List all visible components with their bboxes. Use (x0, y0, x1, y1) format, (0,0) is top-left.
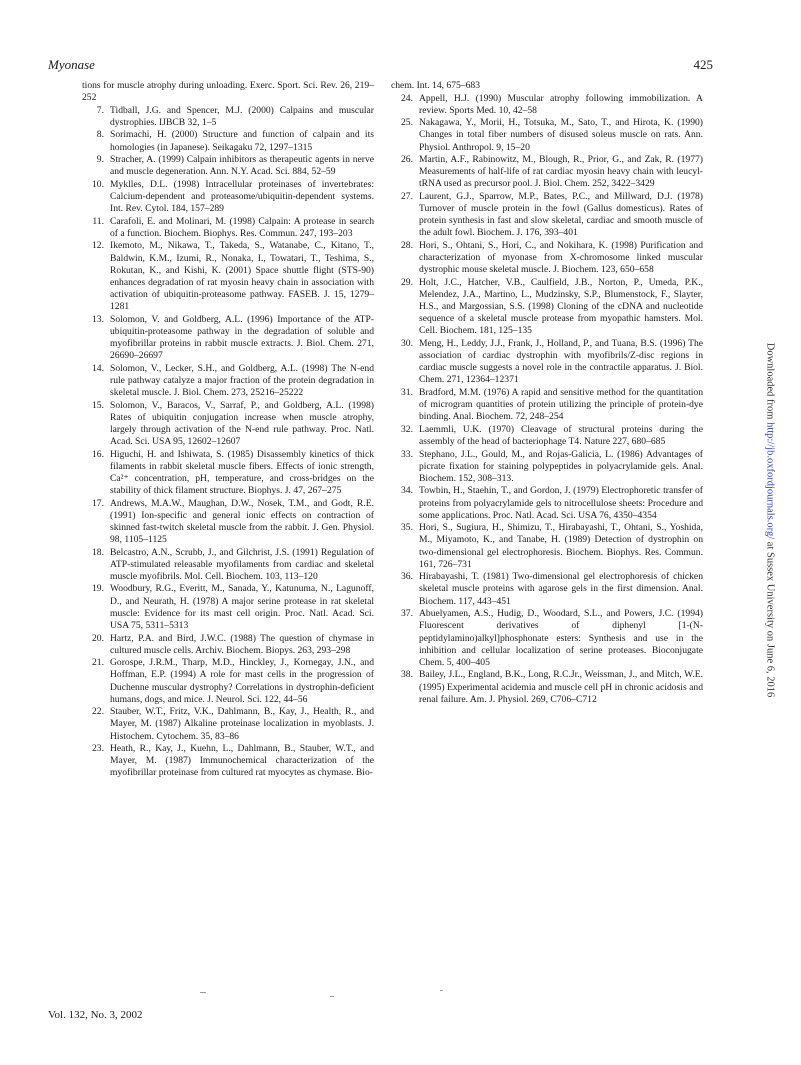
reference-entry (82, 743, 374, 779)
reference-entry (82, 583, 374, 632)
reference-text: Meng, H., Leddy, J.J., Frank, J., Holland, P., and Tuana, B.S. (1996) The association of cardiac dystrophin with myofibrils/Z-disc regions in cardiac muscle suggests a novel role in the contractile apparatus. J. Biol. Chem. 271, 12364–12371 (419, 338, 703, 386)
reference-entry (82, 129, 374, 153)
scan-mark (440, 990, 443, 991)
reference-number: 23. (92, 743, 104, 755)
reference-number: 26. (401, 154, 413, 166)
reference-entry (391, 277, 703, 338)
reference-number: 32. (401, 423, 413, 435)
reference-number: 20. (92, 632, 104, 644)
reference-number: 38. (401, 669, 413, 681)
reference-text: Laurent, G.J., Sparrow, M.P., Bates, P.C., and Millward, D.J. (1978) Turnover of muscle protein in the fowl (Gallus domesticus). Rates of protein synthesis in fast and slow skeletal, cardiac and smooth muscle of the adult fowl. Biochem. J. 176, 393–401 (419, 190, 703, 239)
reference-text: Solomon, V., Baracos, V., Sarraf, P., and Goldberg, A.L. (1998) Rates of ubiquitin conjugation increase when muscle atrophy, largely through activation of the N-end rule pathway. Proc. Natl. Acad. Sci. USA 95, 12602–12607 (110, 399, 374, 448)
reference-number: 34. (401, 485, 413, 497)
reference-text: Carafoli, E. and Molinari, M. (1998) Calpain: A protease in search of a function. Biochem. Biophys. Res. Commun. 247, 193–203 (110, 215, 374, 239)
reference-text: Stauber, W.T., Fritz, V.K., Dahlmann, B., Kay, J., Health, R., and Mayer, M. (1987) Alkaline proteinase localization in myoblasts. J. Histochem. Cytochem. 35, 83–86 (110, 706, 374, 742)
reference-number: 37. (401, 608, 413, 620)
reference-entry (82, 657, 374, 706)
reference-text: Laemmli, U.K. (1970) Cleavage of structural proteins during the assembly of the head of bacteriophage T4. Nature 227, 680–685 (419, 423, 703, 448)
reference-text: chem. Int. 14, 675–683 (391, 80, 480, 91)
reference-text: Bailey, J.L., England, B.K., Long, R.C.Jr., Weissman, J., and Mitch, W.E. (1995) Experimental acidemia and muscle cell pH in chronic acidosis and renal failure. Am. J. Physiol. 269, C706–C712 (419, 669, 703, 705)
reference-entry (391, 191, 703, 240)
reference-number: 9. (96, 154, 104, 166)
reference-text: Higuchi, H. and Ishiwata, S. (1985) Disassembly kinetics of thick filaments in rabbit skeletal muscle fibers. Effects of ionic strength, Ca²⁺ concentration, pH, temperature, and cross-bridges on the stability of thick filament structure. Biophys. J. 47, 267–275 (110, 448, 374, 497)
reference-text: Hori, S., Ohtani, S., Hori, C., and Nokihara, K. (1998) Purification and characterization of myonase from X-chromosome linked muscular dystrophic mouse skeletal muscle. J. Biochem. 123, 650–658 (419, 239, 703, 276)
reference-number: 30. (401, 338, 413, 350)
reference-entry (82, 363, 374, 399)
reference-entry (82, 400, 374, 449)
reference-number: 19. (92, 583, 104, 595)
running-title: Myonase (48, 57, 95, 72)
reference-number: 35. (401, 522, 413, 534)
download-prefix: Downloaded from (764, 342, 776, 423)
reference-number: 7. (96, 104, 104, 116)
reference-number: 27. (401, 190, 413, 202)
reference-text: Hartz, P.A. and Bird, J.W.C. (1988) The question of chymase in cultured muscle cells. Archiv. Biochem. Biopys. 263, 293–298 (110, 632, 374, 656)
reference-number: 24. (401, 92, 413, 104)
reference-entry (82, 706, 374, 742)
reference-number: 21. (92, 657, 104, 669)
page-number: 425 (693, 57, 713, 72)
reference-entry (391, 571, 703, 607)
reference-text: Solomon, V., Lecker, S.H., and Goldberg, A.L. (1998) The N-end rule pathway catalyze a major fraction of the protein degradation in skeletal muscle. J. Biol. Chem. 273, 25216–25222 (110, 362, 374, 399)
reference-text: Andrews, M.A.W., Maughan, D.W., Nosek, T.M., and Godt, R.E. (1991) Ion-specific and general ionic effects on contraction of skinned fast-twitch skeletal muscle from the rabbit. J. Gen. Physiol. 98, 1105–1125 (110, 497, 374, 546)
reference-entry (391, 522, 703, 571)
reference-text: Myklles, D.L. (1998) Intracellular proteinases of invertebrates: Calcium-dependent and proteasome/ubiquitin-dependent systems. Int. Rev. Cytol. 184, 157–289 (110, 178, 374, 215)
reference-entry (82, 179, 374, 215)
reference-entry (82, 449, 374, 498)
references-left-column (82, 80, 374, 780)
reference-entry (82, 154, 374, 178)
reference-text: Sorimachi, H. (2000) Structure and function of calpain and its homologies (in Japanese). Seikagaku 72, 1297–1315 (110, 129, 374, 153)
reference-entry (82, 240, 374, 313)
reference-text: Stephano, J.L., Gould, M., and Rojas-Galicia, L. (1986) Advantages of picrate fixation for staining polypeptides in polyacrylamide gels. Anal. Biochem. 152, 308–313. (419, 448, 703, 484)
reference-number: 18. (92, 546, 104, 558)
reference-entry (391, 608, 703, 669)
reference-text: tions for muscle atrophy during unloading. Exerc. Sport. Sci. Rev. 26, 219–252 (82, 80, 374, 104)
reference-number: 17. (92, 497, 104, 509)
reference-text: Belcastro, A.N., Scrubb, J., and Gilchrist, J.S. (1991) Regulation of ATP-stimulated releasable myofilaments from cardiac and skeletal muscle myofibrils. Mol. Cell. Biochem. 103, 113–120 (110, 546, 374, 582)
reference-text: Nakagawa, Y., Morii, H., Totsuka, M., Sato, T., and Hirota, K. (1990) Changes in total fiber numbers of disused soleus muscle on rats. Ann. Physiol. Anthropol. 9, 15–20 (419, 117, 703, 153)
reference-entry (391, 338, 703, 387)
reference-continuation (391, 80, 703, 92)
reference-entry (391, 449, 703, 485)
reference-text: Solomon, V. and Goldberg, A.L. (1996) Importance of the ATP-ubiquitin-proteasome pathway in the degradation of soluble and myofibrillar proteins in rabbit muscle extracts. J. Biol. Chem. 271, 26690–26697 (110, 313, 374, 362)
reference-number: 16. (92, 448, 104, 460)
reference-number: 33. (401, 448, 413, 460)
reference-number: 31. (401, 387, 413, 399)
scan-mark (330, 996, 334, 997)
reference-number: 10. (92, 178, 104, 190)
reference-text: Hirabayashi, T. (1981) Two-dimensional gel electrophoresis of chicken skeletal muscle proteins with agarose gels in the first dimension. Anal. Biochem. 117, 443–451 (419, 571, 703, 607)
download-link[interactable]: http://jb.oxfordjournals.org/ (764, 422, 776, 540)
reference-text: Ikemoto, M., Nikawa, T., Takeda, S., Watanabe, C., Kitano, T., Baldwin, K.M., Izumi, R., Nonaka, I., Towatari, T., Teshima, S., Rokutan, K., and Kishi, K. (2001) Space shuttle flight (STS-90) enhances degradation of rat myosin heavy chain in association with activation of ubiquitin-proteasome pathway. FASEB. J. 15, 1279–1281 (110, 240, 374, 313)
reference-text: Hori, S., Sugiura, H., Shimizu, T., Hirabayashi, T., Ohtani, S., Yoshida, M., Miyamoto, K., and Tanabe, H. (1989) Detection of dystrophin on two-dimensional gel electrophoresis. Biochem. Biophys. Res. Commun. 161, 726–731 (419, 522, 703, 570)
volume-footer: Vol. 132, No. 3, 2002 (48, 1009, 143, 1021)
reference-entry (391, 387, 703, 423)
references-right-column (391, 80, 703, 706)
reference-text: Towbin, H., Staehin, T., and Gordon, J. (1979) Electrophoretic transfer of proteins from polyacrylamide gels to nitrocellulose sheets: Procedure and some applications. Proc. Natl. Acad. Sci. USA 76, 4350–4354 (419, 485, 703, 521)
reference-entry (82, 314, 374, 363)
reference-text: Heath, R., Kay, J., Kuehn, L., Dahlmann, B., Stauber, W.T., and Mayer, M. (1987) Immunochemical characterization of the myofibrillar proteinase from cultured rat myocytes as chymase. Bio- (110, 743, 374, 779)
reference-entry (391, 240, 703, 276)
reference-text: Appell, H.J. (1990) Muscular atrophy following immobilization. A review. Sports Med. 10, 42–58 (419, 92, 703, 116)
reference-text: Martin, A.F., Rabinowitz, M., Blough, R., Prior, G., and Zak, R. (1977) Measurements of half-life of rat cardiac myosin heavy chain with leucyl-tRNA used as precursor pool. J. Biol. Chem. 252, 3422–3429 (419, 154, 703, 190)
reference-entry (82, 105, 374, 129)
reference-entry (391, 93, 703, 117)
reference-text: Woodbury, R.G., Everitt, M., Sanada, Y., Katunuma, N., Lagunoff, D., and Neurath, H. (1978) A major serine protease in rat skeletal muscle: Evidence for its mast cell origin. Proc. Natl. Acad. Sci. USA 75, 5311–5313 (110, 583, 374, 631)
reference-entry (82, 547, 374, 583)
reference-entry (82, 216, 374, 240)
reference-text: Tidball, J.G. and Spencer, M.J. (2000) Calpains and muscular dystrophies. IJBCB 32, 1–5 (110, 104, 374, 128)
reference-entry (391, 485, 703, 521)
reference-entry (391, 424, 703, 448)
reference-continuation (82, 80, 374, 104)
reference-number: 12. (92, 240, 104, 252)
reference-text: Holt, J.C., Hatcher, V.B., Caulfield, J.B., Norton, P., Umeda, P.K., Melendez, J.A., Martino, L., Mudzinsky, S.P., Blumenstock, F., Slayter, H.S., and Margossian, S.S. (1998) Cloning of the cDNA and nucleotide sequence of a skeletal muscle protease from myopathic hamsters. Mol. Cell. Biochem. 181, 125–135 (419, 276, 703, 337)
reference-entry (82, 498, 374, 547)
reference-number: 14. (92, 362, 104, 374)
reference-entry (391, 154, 703, 190)
reference-number: 25. (401, 117, 413, 129)
reference-number: 15. (92, 399, 104, 411)
reference-number: 22. (92, 706, 104, 718)
reference-number: 28. (401, 239, 413, 251)
reference-entry (82, 633, 374, 657)
scan-mark (200, 992, 206, 993)
reference-number: 29. (401, 276, 413, 288)
reference-text: Bradford, M.M. (1976) A rapid and sensitive method for the quantitation of microgram quantities of protein utilizing the principle of protein-dye binding. Anal. Biochem. 72, 248–254 (419, 387, 703, 423)
reference-entry (391, 669, 703, 705)
reference-number: 13. (92, 313, 104, 325)
reference-text: Gorospe, J.R.M., Tharp, M.D., Hinckley, J., Kornegay, J.N., and Hoffman, E.P. (1994) A role for mast cells in the progression of Duchenne muscular dystrophy? Correlations in dystrophin-deficient humans, dogs, and mice. J. Neurol. Sci. 122, 44–56 (110, 657, 374, 705)
reference-entry (391, 117, 703, 153)
reference-number: 36. (401, 571, 413, 583)
reference-number: 8. (96, 129, 104, 141)
reference-text: Stracher, A. (1999) Calpain inhibitors as therapeutic agents in nerve and muscle degeneration. Ann. N.Y. Acad. Sci. 884, 52–59 (110, 154, 374, 178)
download-suffix: at Sussex University on June 6, 2016 (764, 539, 776, 698)
reference-number: 11. (92, 215, 104, 227)
reference-text: Abuelyamen, A.S., Hudig, D., Woodard, S.L., and Powers, J.C. (1994) Fluorescent derivatives of diphenyl [1-(N-peptidylamino)alkyl]phosphonate esters: Synthesis and use in the inhibition and cellular localization of serine proteases. Bioconjugate Chem. 5, 400–405 (419, 608, 703, 668)
running-header (48, 57, 713, 75)
